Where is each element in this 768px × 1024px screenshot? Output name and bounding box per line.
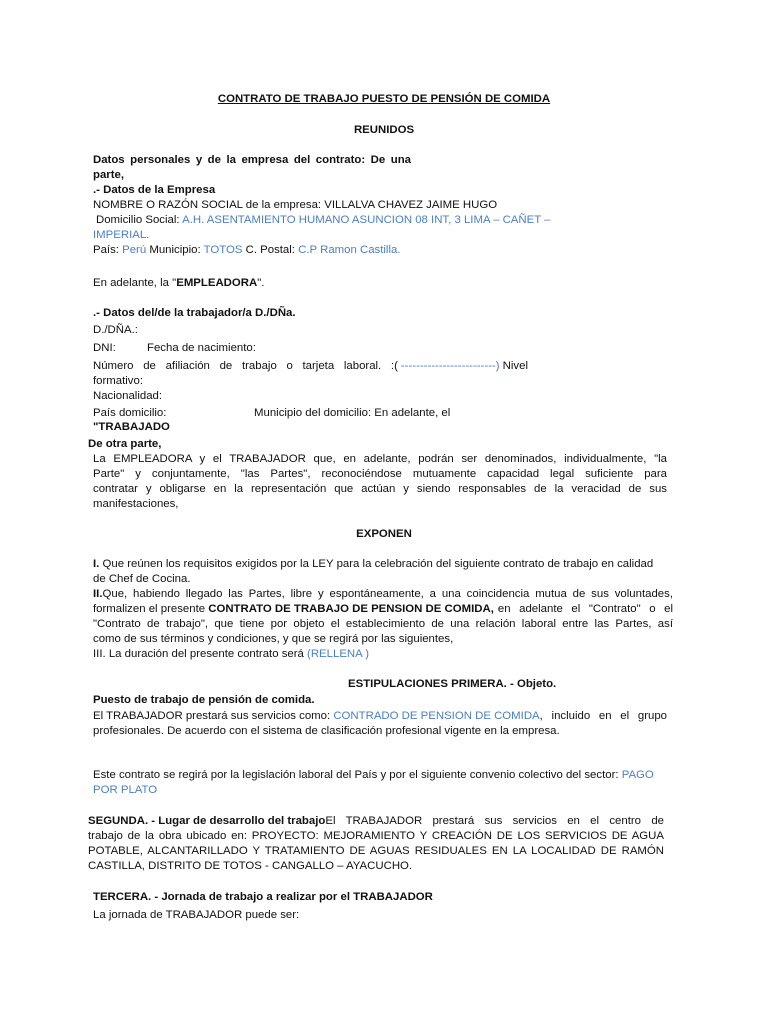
clause-i-text: Que reúnen los requisitos exigidos por la LEY para la celebración del siguiente contrato de trabajo en calidad <box>99 558 654 570</box>
domicilio-value: A.H. ASENTAMIENTO HUMANO ASUNCION 08 INT, 3 LIMA – CAÑET – <box>182 214 551 226</box>
pais-label: País: <box>93 244 123 256</box>
otra-parte-heading: De otra parte, <box>88 438 162 450</box>
clause-ii-text: Que, habiendo llegado las Partes, libre y espontáneamente, a una coincidencia mutua de sus voluntades, <box>102 588 673 600</box>
postal-label: C. Postal: <box>242 244 299 256</box>
primera-post: , incluido en el grupo <box>539 710 667 722</box>
tercera-heading: TERCERA. - Jornada de trabajo a realizar por el TRABAJADOR <box>93 891 433 903</box>
razon-social-value: VILLALVA CHAVEZ JAIME HUGO <box>324 199 498 211</box>
domicilio-value-cont: IMPERIAL. <box>93 229 150 241</box>
primera-subheading: Puesto de trabajo de pensión de comida. <box>93 694 315 706</box>
clause-i-number: I. <box>93 558 100 570</box>
partes-line4: manifestaciones, <box>93 498 179 510</box>
razon-social-line <box>93 198 497 212</box>
nacionalidad-label: Nacionalidad: <box>93 390 163 402</box>
primera-line1 <box>93 709 667 723</box>
municipio-label: Municipio: <box>146 244 204 256</box>
section-exponen: EXPONEN <box>356 528 412 540</box>
datos-personales-line1: Datos personales y de la empresa del contrato: De una <box>93 154 411 166</box>
afiliacion-dash: -------------------------) <box>400 360 500 372</box>
clause-ii-line2 <box>93 602 673 616</box>
clause-ii-line1 <box>93 587 673 601</box>
primera-line2: profesionales. De acuerdo con el sistema de clasificación profesional vigente en la empresa. <box>93 725 560 737</box>
afiliacion-pre: Número de afiliación de trabajo o tarjeta laboral. :( <box>93 360 398 372</box>
domicilio-line <box>96 213 550 227</box>
formativo-label: formativo: <box>93 375 144 387</box>
clause-ii-number: II. <box>93 588 103 600</box>
municipio-value: TOTOS <box>203 244 243 256</box>
partes-line1: La EMPLEADORA y el TRABAJADOR que, en adelante, podrán ser denominados, individualmente, "la <box>93 453 667 465</box>
clause-ii-post: en adelante el "Contrato" o el <box>497 603 673 615</box>
pais-domicilio-label: País domicilio: <box>93 407 167 419</box>
trabajador-heading: .- Datos del/de la trabajador/a D./DÑa. <box>93 307 296 319</box>
segunda-line3: POTABLE, ALCANTARILLADO Y TRATAMIENTO DE AGUAS RESIDUALES EN LA LOCALIDAD DE RAMÓN <box>88 845 664 857</box>
empleadora-line <box>93 276 264 290</box>
document-title: CONTRATO DE TRABAJO PUESTO DE PENSIÓN DE COMIDA <box>217 93 551 105</box>
empleadora-pre: En adelante, la " <box>93 277 177 289</box>
clause-iii-text: III. La duración del presente contrato será <box>93 648 308 660</box>
afiliacion-post: Nivel <box>499 360 528 372</box>
primera-puesto-value: CONTRADO DE PENSION DE COMIDA <box>333 710 540 722</box>
municipio-domicilio-label: Municipio del domicilio: En adelante, el <box>254 407 451 419</box>
empleadora-post: ". <box>257 277 265 289</box>
pais-value: Perú <box>122 244 147 256</box>
primera-pre: El TRABAJADOR prestará sus servicios como: <box>93 710 334 722</box>
pais-line <box>93 243 400 257</box>
convenio-text: Este contrato se regirá por la legislación laboral del País y por el siguiente convenio colectivo del sector: <box>93 769 622 781</box>
empleadora-bold: EMPLEADORA <box>176 277 258 289</box>
primera-heading: ESTIPULACIONES PRIMERA. - Objeto. <box>348 678 557 690</box>
clause-ii-line4: como de sus términos y condiciones, y que se regirá por las siguientes, <box>93 633 454 645</box>
dna-line: D./DÑA.: <box>93 324 138 336</box>
partes-line3: contratar y obligarse en la representación que actúan y siendo responsables de la veracidad de sus <box>93 483 667 495</box>
clause-ii-pre: formalizen el presente <box>93 603 209 615</box>
partes-line2: Parte" y conjuntamente, "las Partes", reconociéndose mutuamente capacidad legal suficiente para <box>93 468 667 480</box>
tercera-line1: La jornada de TRABAJADOR puede ser: <box>93 909 300 921</box>
convenio-value-cont: POR PLATO <box>93 784 158 796</box>
dni-label: DNI: <box>93 342 116 354</box>
section-reunidos: REUNIDOS <box>353 124 415 136</box>
convenio-line <box>93 768 654 782</box>
clause-ii-line3: "Contrato de trabajo", que tiene por objeto el establecimiento de una relación laboral entre las Partes, así <box>93 618 673 630</box>
clause-i-line2: de Chef de Cocina. <box>93 573 191 585</box>
trabajado-label: "TRABAJADO <box>93 421 170 433</box>
segunda-heading: SEGUNDA. - Lugar de desarrollo del trabajo <box>88 815 326 827</box>
domicilio-label: Domicilio Social: <box>96 214 183 226</box>
segunda-text: El TRABAJADOR prestará sus servicios en el centro de <box>325 815 664 827</box>
razon-social-label: NOMBRE O RAZÓN SOCIAL de la empresa: <box>93 199 325 211</box>
segunda-line1 <box>88 814 664 828</box>
clause-iii-line <box>93 647 369 661</box>
empresa-heading: .- Datos de la Empresa <box>93 184 216 196</box>
convenio-value: PAGO <box>621 769 654 781</box>
clause-iii-value: (RELLENA ) <box>307 648 370 660</box>
clause-ii-bold: CONTRATO DE TRABAJO DE PENSION DE COMIDA, <box>208 603 494 615</box>
afiliacion-line <box>93 359 528 373</box>
postal-value: C.P Ramon Castilla. <box>298 244 401 256</box>
clause-i-line1 <box>93 557 653 571</box>
segunda-line2: trabajo de la obra ubicado en: PROYECTO: MEJORAMIENTO Y CREACIÓN DE LOS SERVICIOS DE AGUA <box>88 830 664 842</box>
fecha-nacimiento-label: Fecha de nacimiento: <box>147 342 256 354</box>
segunda-line4: CASTILLA, DISTRITO DE TOTOS - CANGALLO – AYACUCHO. <box>88 860 413 872</box>
datos-personales-line2: parte, <box>93 169 125 181</box>
